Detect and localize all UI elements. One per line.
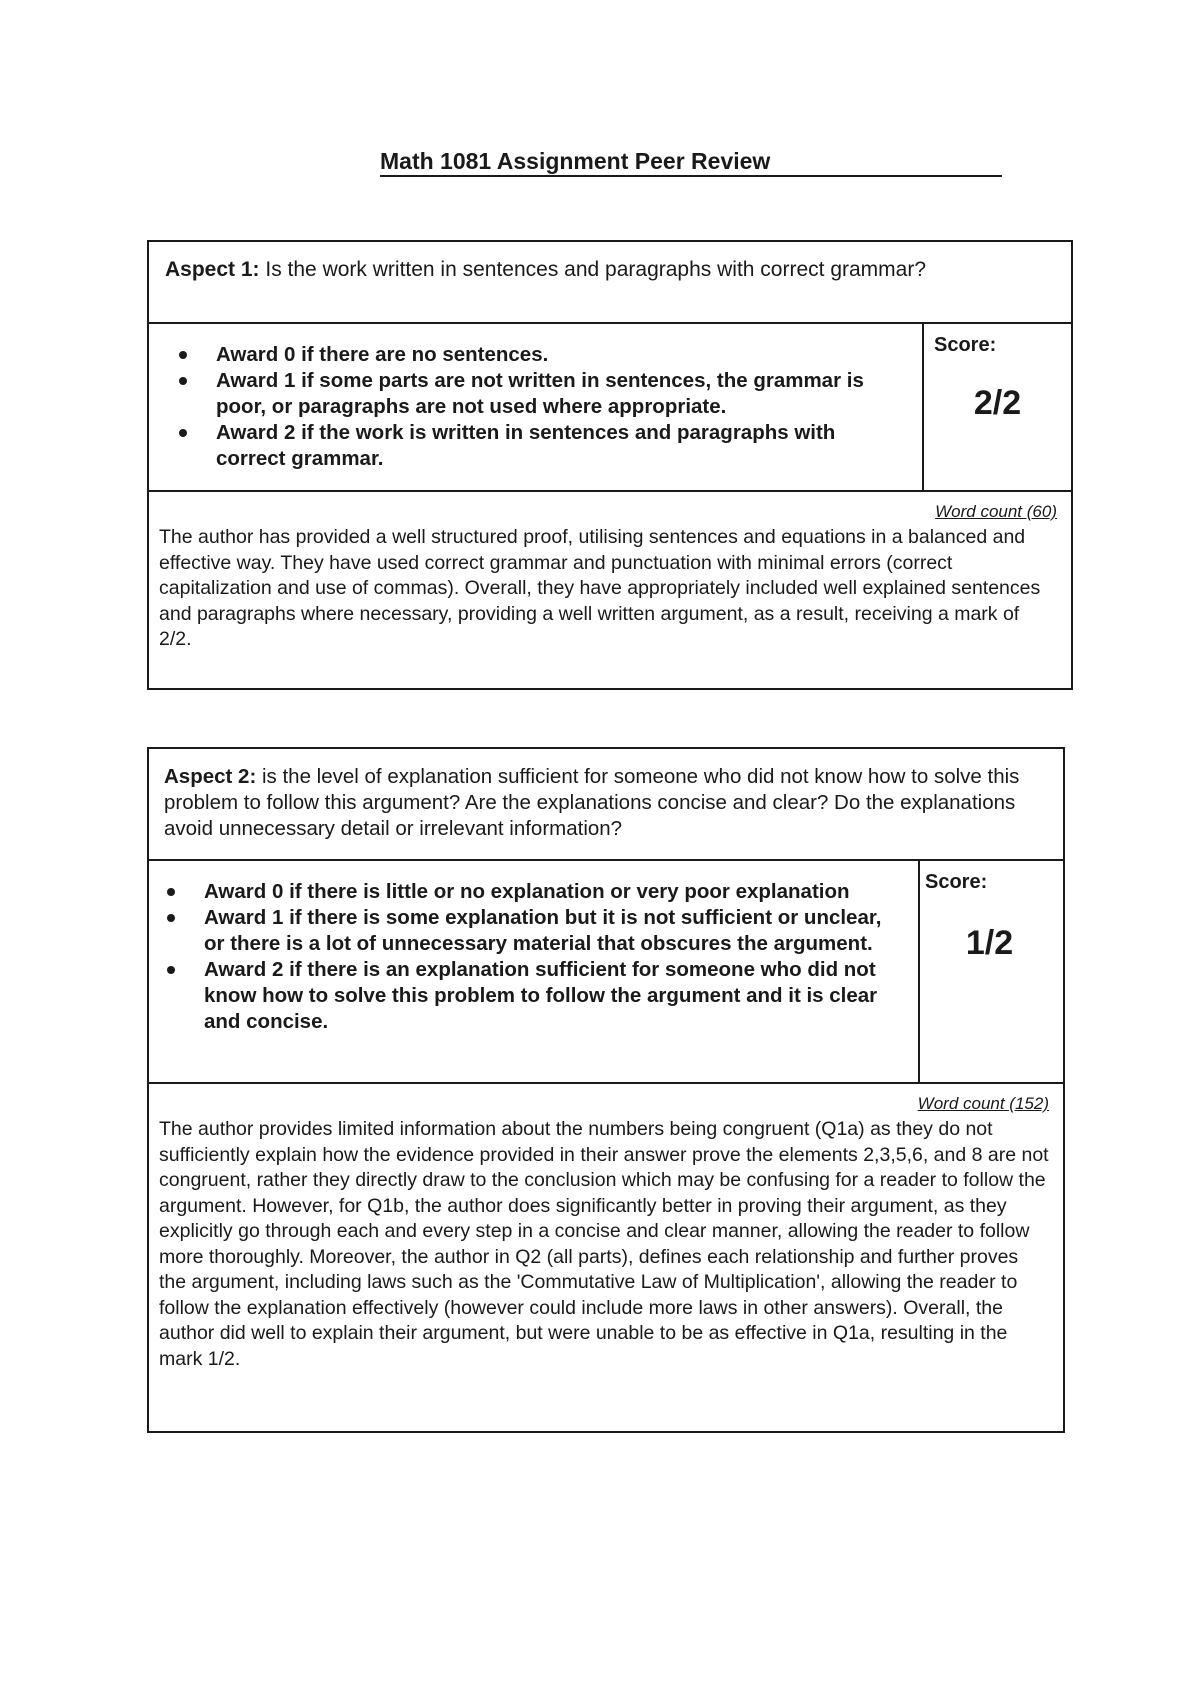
criteria-item: Award 2 if the work is written in sentences and paragraphs with correct grammar. xyxy=(179,420,902,472)
aspect-1-criteria-row xyxy=(149,322,1071,492)
aspect-2-criteria-list xyxy=(167,879,906,1035)
aspect-2-label: Aspect 2: xyxy=(164,765,257,788)
aspect-1-criteria-list xyxy=(179,342,902,472)
aspect-1-comment-row xyxy=(149,492,1071,688)
aspect-2-comment-row xyxy=(149,1084,1063,1431)
aspect-2-word-count: Word count (152) xyxy=(917,1094,1049,1113)
bullet-icon xyxy=(167,966,175,974)
criteria-item: Award 1 if some parts are not written in sentences, the grammar is poor, or paragraphs are not used where appropriate. xyxy=(179,368,902,420)
score-label: Score: xyxy=(925,871,988,893)
aspect-1-comment: The author has provided a well structured proof, utilising sentences and equations in a balanced and effective way. They have used correct grammar and punctuation with minimal errors (correct capitalization and use of commas). Overall, they have appropriately included well explained sentences and paragraphs where necessary, providing a well written argument, as a result, receiving a mark of 2/2. xyxy=(159,526,1041,650)
aspect-2-criteria-row xyxy=(149,859,1063,1084)
bullet-icon xyxy=(179,377,187,385)
bullet-icon xyxy=(179,429,187,437)
aspect-1-criteria-cell xyxy=(149,322,924,490)
aspect-1-box xyxy=(147,240,1073,690)
aspect-1-word-count: Word count (60) xyxy=(935,502,1057,521)
aspect-1-score: 2/2 xyxy=(973,384,1022,422)
aspect-2-score-cell xyxy=(916,859,1063,1082)
page-title: Math 1081 Assignment Peer Review xyxy=(380,145,1002,177)
criteria-item: Award 2 if there is an explanation sufficient for someone who did not know how to solve this problem to follow the argument and it is clear and concise. xyxy=(167,957,906,1035)
aspect-2-score: 1/2 xyxy=(965,924,1014,962)
score-label: Score: xyxy=(934,334,997,356)
criteria-item: Award 1 if there is some explanation but it is not sufficient or unclear, or there is a lot of unnecessary material that obscures the argument. xyxy=(167,905,906,957)
aspect-2-question: is the level of explanation sufficient for someone who did not know how to solve this problem to follow this argument? Are the explanations concise and clear? Do the explanations avoid unnecessary detail or irrelevant information? xyxy=(164,765,1020,840)
aspect-2-question-row xyxy=(149,749,1063,861)
aspect-1-label: Aspect 1: xyxy=(165,258,260,281)
aspect-1-question-row xyxy=(149,242,1071,324)
criteria-item: Award 0 if there are no sentences. xyxy=(179,342,902,368)
aspect-1-score-cell xyxy=(924,322,1071,490)
aspect-2-box xyxy=(147,747,1065,1433)
aspect-1-question: Is the work written in sentences and paragraphs with correct grammar? xyxy=(265,258,927,281)
aspect-2-comment: The author provides limited information about the numbers being congruent (Q1a) as they do not sufficiently explain how the evidence provided in their answer prove the elements 2,3,5,6, and 8 are not congruent, rather they directly draw to the conclusion which may be confusing for a reader to follow the argument. However, for Q1b, the author does significantly better in proving their argument, as they explicitly go through each and every step in a concise and clear manner, allowing the reader to follow more thoroughly. Moreover, the author in Q2 (all parts), defines each relationship and further proves the argument, including laws such as the 'Commutative Law of Multiplication', allowing the reader to follow the explanation effectively (however could include more laws in other answers). Overall, the author did well to explain their argument, but were unable to be as effective in Q1a, resulting in the mark 1/2. xyxy=(159,1118,1049,1370)
criteria-item: Award 0 if there is little or no explanation or very poor explanation xyxy=(167,879,906,905)
aspect-2-criteria-cell xyxy=(149,859,920,1082)
bullet-icon xyxy=(167,914,175,922)
bullet-icon xyxy=(167,888,175,896)
bullet-icon xyxy=(179,351,187,359)
